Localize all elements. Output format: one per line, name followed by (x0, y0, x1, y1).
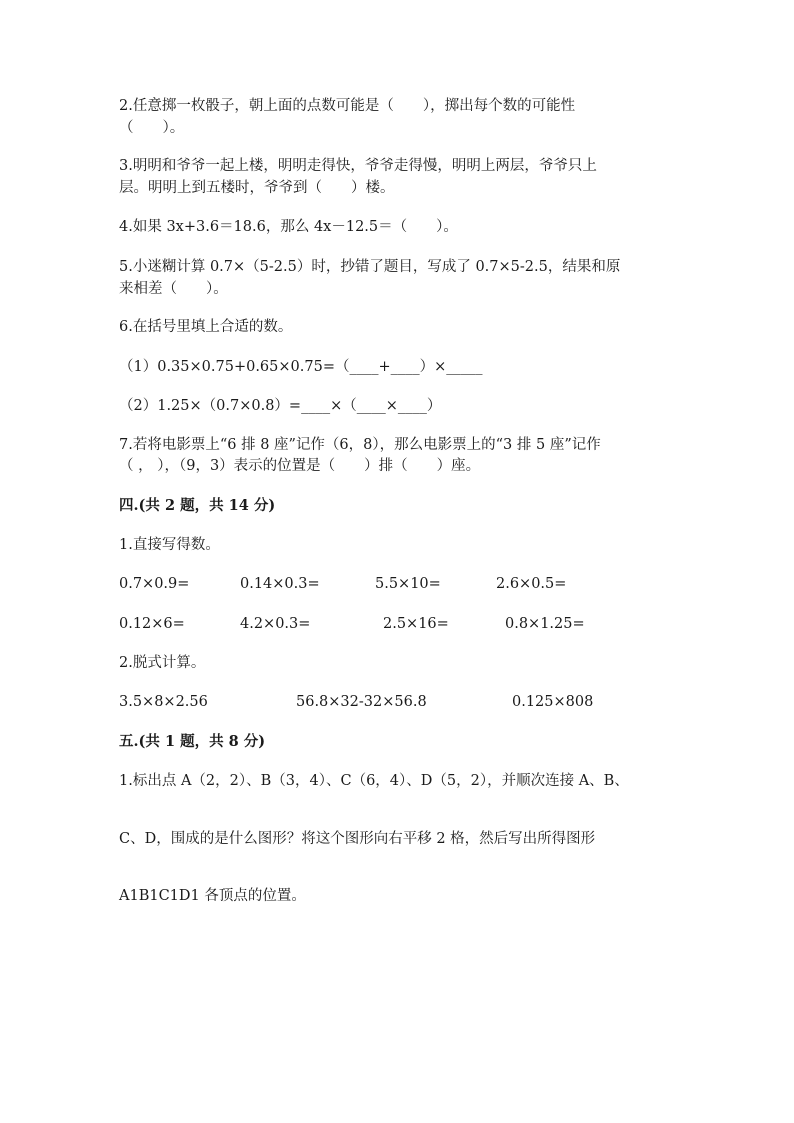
calc-item: 0.12×6= (119, 616, 185, 632)
section-4-q2-label: 2.脱式计算。 (119, 655, 206, 671)
calc-item: 56.8×32-32×56.8 (296, 694, 427, 710)
calc-item: 4.2×0.3= (240, 616, 311, 632)
section-5-q1-line-2: C、D，围成的是什么图形？将这个图形向右平移 2 格，然后写出所得图形 (119, 831, 596, 847)
q2-line-2: （ ）。 (119, 120, 185, 136)
q5-line-2: 来相差（ ）。 (119, 281, 228, 297)
q6-sub-2: （2）1.25×（0.7×0.8）=____×（____×____） (119, 398, 442, 414)
calc-item: 0.8×1.25= (505, 616, 585, 632)
q6-sub-1: （1）0.35×0.75+0.65×0.75=（____+____）×_____ (119, 359, 483, 375)
calc-item: 0.14×0.3= (240, 576, 320, 592)
q2-line-1: 2.任意掷一枚骰子，朝上面的点数可能是（ ），掷出每个数的可能性 (119, 98, 576, 114)
calc-item: 5.5×10= (375, 576, 441, 592)
calc-item: 0.7×0.9= (119, 576, 190, 592)
calc-item: 0.125×808 (512, 694, 594, 710)
q7-line-1: 7.若将电影票上“6 排 8 座”记作（6，8），那么电影票上的“3 排 5 座”记作 (119, 437, 601, 453)
section-5-q1-line-1: 1.标出点 A（2，2）、B（3，4）、C（6，4）、D（5，2），并顺次连接 A、B、 (119, 773, 629, 789)
section-5-heading: 五.(共 1 题，共 8 分) (119, 733, 266, 750)
q3-line-1: 3.明明和爷爷一起上楼，明明走得快，爷爷走得慢，明明上两层，爷爷只上 (119, 158, 597, 174)
q6-line-1: 6.在括号里填上合适的数。 (119, 319, 293, 335)
q7-line-2: （ ， ），（9，3）表示的位置是（ ）排（ ）座。 (119, 458, 481, 474)
q4-line-1: 4.如果 3x+3.6＝18.6，那么 4x－12.5＝（ ）。 (119, 219, 458, 235)
q3-line-2: 层。明明上到五楼时，爷爷到（ ）楼。 (119, 180, 395, 196)
calc-item: 3.5×8×2.56 (119, 694, 208, 710)
calc-item: 2.6×0.5= (496, 576, 567, 592)
section-5-q1-line-3: A1B1C1D1 各顶点的位置。 (119, 888, 306, 904)
calc-item: 2.5×16= (383, 616, 449, 632)
q5-line-1: 5.小迷糊计算 0.7×（5-2.5）时，抄错了题目，写成了 0.7×5-2.5，结果和原 (119, 259, 621, 275)
section-4-heading: 四.(共 2 题，共 14 分) (119, 497, 276, 514)
section-4-q1-label: 1.直接写得数。 (119, 537, 220, 553)
